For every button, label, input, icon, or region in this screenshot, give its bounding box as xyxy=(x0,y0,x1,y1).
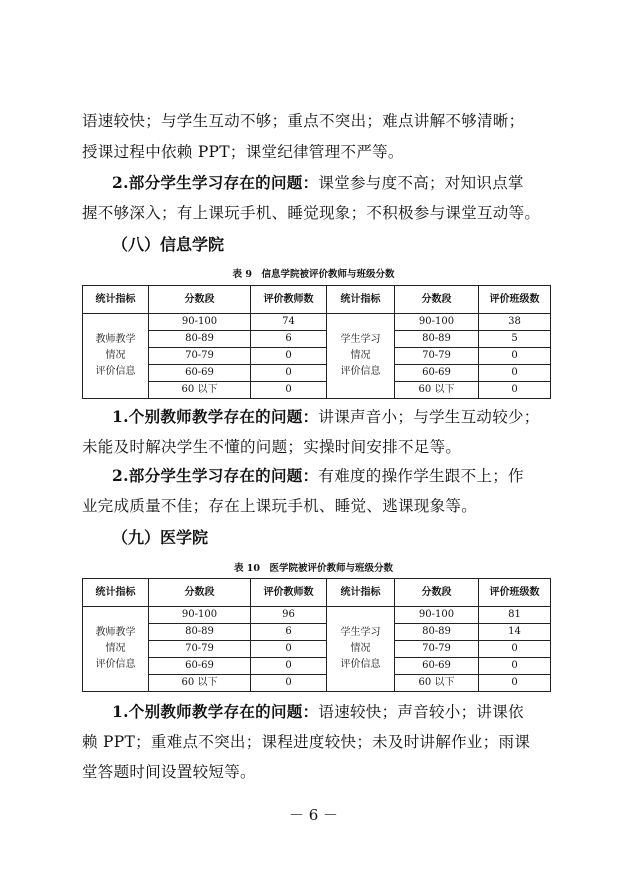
column-header: 分数段 xyxy=(149,286,251,314)
table-row xyxy=(83,607,551,624)
table-cell: 60-69 xyxy=(149,658,251,675)
table-cell: 96 xyxy=(251,607,327,624)
table-row xyxy=(83,331,551,348)
table-row xyxy=(83,314,551,331)
paragraph-line: 语速较快；与学生互动不够；重点不突出；难点讲解不够清晰； xyxy=(82,112,525,130)
table-cell: 0 xyxy=(479,348,551,365)
table-row xyxy=(83,675,551,692)
table-cell: 90-100 xyxy=(149,607,251,624)
paragraph-line xyxy=(112,465,550,487)
table-cell: 60 以下 xyxy=(395,382,479,399)
paragraph-line: 授课过程中依赖 PPT；课堂纪律管理不严等。 xyxy=(82,143,404,161)
table-cell: 90-100 xyxy=(395,314,479,331)
table-cell: 38 xyxy=(479,314,551,331)
table-cell: 6 xyxy=(251,624,327,641)
table-cell: 81 xyxy=(479,607,551,624)
column-header: 评价班级数 xyxy=(479,579,551,607)
paragraph-line: 未能及时解决学生不懂的问题；实操时间安排不足等。 xyxy=(82,438,462,456)
paragraph-line: 堂答题时间设置较短等。 xyxy=(82,763,256,781)
column-header: 评价教师数 xyxy=(251,286,327,314)
table-row xyxy=(83,348,551,365)
table-row xyxy=(83,641,551,658)
student-category-cell: 学生学习 情况 评价信息 xyxy=(327,607,395,692)
table-cell: 0 xyxy=(251,675,327,692)
column-header: 统计指标 xyxy=(83,579,149,607)
column-header: 评价教师数 xyxy=(251,579,327,607)
page-number: － 6 － xyxy=(288,806,339,824)
table-cell: 0 xyxy=(479,382,551,399)
table-cell: 6 xyxy=(251,331,327,348)
table-cell: 80-89 xyxy=(395,331,479,348)
table-cell: 0 xyxy=(479,658,551,675)
teacher-category-cell: 教师教学 情况 评价信息 xyxy=(83,607,149,692)
table-row xyxy=(83,658,551,675)
score-table-9 xyxy=(82,285,551,399)
issue-text: 有难度的操作学生跟不上；作 xyxy=(318,467,524,485)
table-cell: 60-69 xyxy=(149,365,251,382)
table-cell: 90-100 xyxy=(149,314,251,331)
table-cell: 80-89 xyxy=(395,624,479,641)
table-cell: 74 xyxy=(251,314,327,331)
table-cell: 70-79 xyxy=(395,348,479,365)
table-header-row xyxy=(83,286,551,314)
table-cell: 0 xyxy=(251,365,327,382)
paragraph-line: 业完成质量不佳；存在上课玩手机、睡觉、逃课现象等。 xyxy=(82,497,478,515)
table-row xyxy=(83,624,551,641)
column-header: 评价班级数 xyxy=(479,286,551,314)
teacher-category-cell: 教师教学 情况 评价信息 xyxy=(83,314,149,399)
column-header: 分数段 xyxy=(395,286,479,314)
issue-text: 语速较快；声音较小；讲课依 xyxy=(318,703,524,721)
score-table-10 xyxy=(82,578,551,692)
table-caption: 表 10 医学院被评价教师与班级分数 xyxy=(233,563,394,574)
column-header: 统计指标 xyxy=(327,579,395,607)
paragraph-line xyxy=(112,172,550,194)
table-cell: 0 xyxy=(251,382,327,399)
table-cell: 60-69 xyxy=(395,658,479,675)
issue-text: 课堂参与度不高；对知识点掌 xyxy=(318,174,524,192)
table-cell: 70-79 xyxy=(149,348,251,365)
table-cell: 0 xyxy=(479,365,551,382)
table-cell: 60 以下 xyxy=(149,675,251,692)
table-cell: 80-89 xyxy=(149,331,251,348)
table-cell: 60 以下 xyxy=(149,382,251,399)
table-cell: 0 xyxy=(251,658,327,675)
issue-text: 讲课声音小；与学生互动较少； xyxy=(318,408,540,426)
issue-heading: 2.部分学生学习存在的问题： xyxy=(112,466,319,485)
table-cell: 0 xyxy=(251,348,327,365)
column-header: 分数段 xyxy=(149,579,251,607)
table-cell: 14 xyxy=(479,624,551,641)
issue-heading: 1.个别教师教学存在的问题： xyxy=(112,407,319,426)
student-category-cell: 学生学习 情况 评价信息 xyxy=(327,314,395,399)
paragraph-line xyxy=(112,406,550,428)
table-cell: 0 xyxy=(479,641,551,658)
table-cell: 0 xyxy=(251,641,327,658)
table-row xyxy=(83,382,551,399)
table-cell: 0 xyxy=(479,675,551,692)
paragraph-line xyxy=(112,701,550,723)
section-heading-info-college: （八）信息学院 xyxy=(112,235,225,254)
paragraph-line: 握不够深入；有上课玩手机、睡觉现象；不积极参与课堂互动等。 xyxy=(82,204,541,222)
issue-heading: 1.个别教师教学存在的问题： xyxy=(112,702,319,721)
table-cell: 80-89 xyxy=(149,624,251,641)
column-header: 分数段 xyxy=(395,579,479,607)
table-row xyxy=(83,365,551,382)
column-header: 统计指标 xyxy=(83,286,149,314)
table-header-row xyxy=(83,579,551,607)
table-cell: 5 xyxy=(479,331,551,348)
table-caption: 表 9 信息学院被评价教师与班级分数 xyxy=(232,269,395,280)
table-cell: 60-69 xyxy=(395,365,479,382)
table-cell: 70-79 xyxy=(395,641,479,658)
table-cell: 90-100 xyxy=(395,607,479,624)
table-cell: 70-79 xyxy=(149,641,251,658)
issue-heading: 2.部分学生学习存在的问题： xyxy=(112,173,319,192)
column-header: 统计指标 xyxy=(327,286,395,314)
table-cell: 60 以下 xyxy=(395,675,479,692)
paragraph-line: 赖 PPT；重难点不突出；课程进度较快；未及时讲解作业；雨课 xyxy=(82,733,531,751)
section-heading-medical-college: （九）医学院 xyxy=(112,528,209,547)
